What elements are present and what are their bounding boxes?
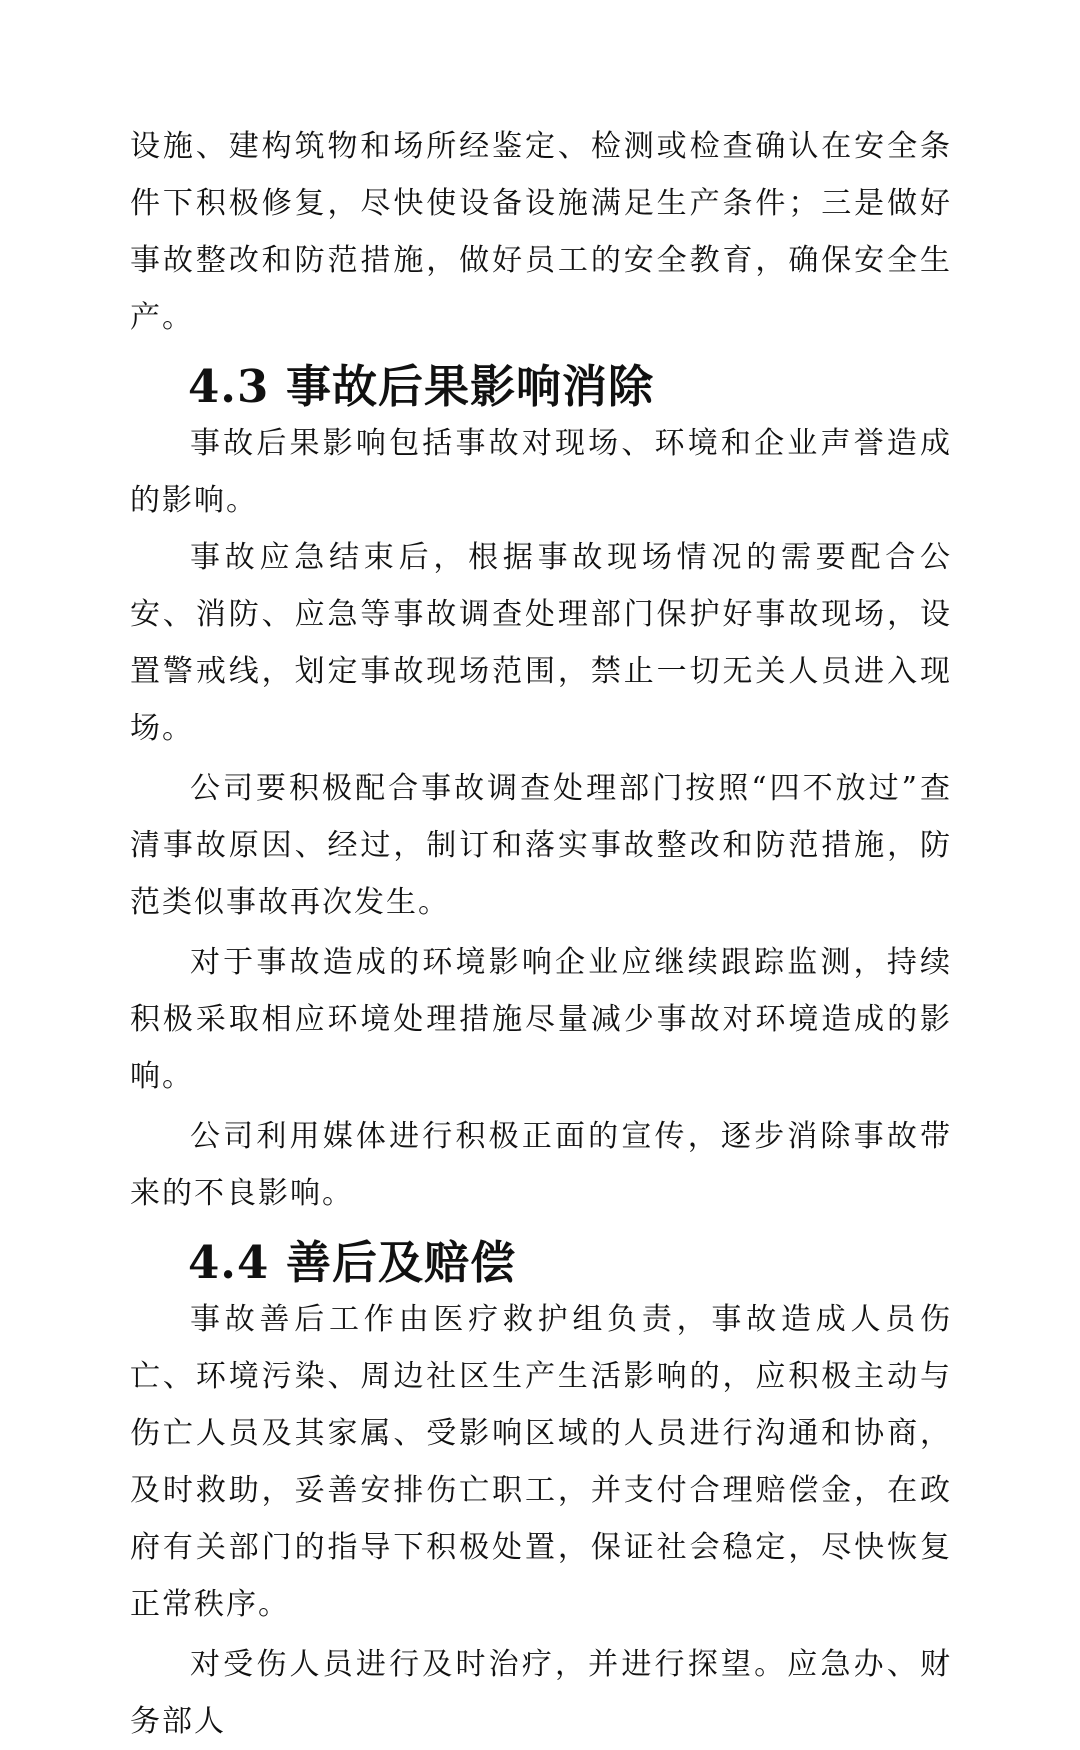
section-4-3-paragraph-2: 事故应急结束后，根据事故现场情况的需要配合公安、消防、应急等事故调查处理部门保护好事故现场，设置警戒线，划定事故现场范围，禁止一切无关人员进入现场。 xyxy=(130,540,952,746)
opening-paragraph: 设施、建构筑物和场所经鉴定、检测或检查确认在安全条件下积极修复，尽快使设备设施满足生产条件；三是做好事故整改和防范措施，做好员工的安全教育，确保安全生产。 xyxy=(130,129,952,335)
section-4-3-paragraph-4: 对于事故造成的环境影响企业应继续跟踪监测，持续积极采取相应环境处理措施尽量减少事故对环境造成的影响。 xyxy=(130,945,952,1094)
section-4-4-paragraph-2: 对受伤人员进行及时治疗，并进行探望。应急办、财务部人 xyxy=(130,1647,952,1739)
section-4-3-paragraph-5: 公司利用媒体进行积极正面的宣传，逐步消除事故带来的不良影响。 xyxy=(130,1119,952,1211)
section-4-3-paragraph-1: 事故后果影响包括事故对现场、环境和企业声誉造成的影响。 xyxy=(130,426,952,518)
section-4-3-paragraph-3: 公司要积极配合事故调查处理部门按照“四不放过”查清事故原因、经过，制订和落实事故整改和防范措施，防范类似事故再次发生。 xyxy=(130,771,952,920)
section-heading-4-4: 4.4 善后及赔偿 xyxy=(188,1236,516,1289)
document-body xyxy=(130,118,952,1750)
section-4-4-paragraph-1: 事故善后工作由医疗救护组负责，事故造成人员伤亡、环境污染、周边社区生产生活影响的，应积极主动与伤亡人员及其家属、受影响区域的人员进行沟通和协商，及时救助，妥善安排伤亡职工，并支付合理赔偿金，在政府有关部门的指导下积极处置，保证社会稳定，尽快恢复正常秩序。 xyxy=(130,1302,952,1622)
section-heading-4-3: 4.3 事故后果影响消除 xyxy=(188,360,654,413)
